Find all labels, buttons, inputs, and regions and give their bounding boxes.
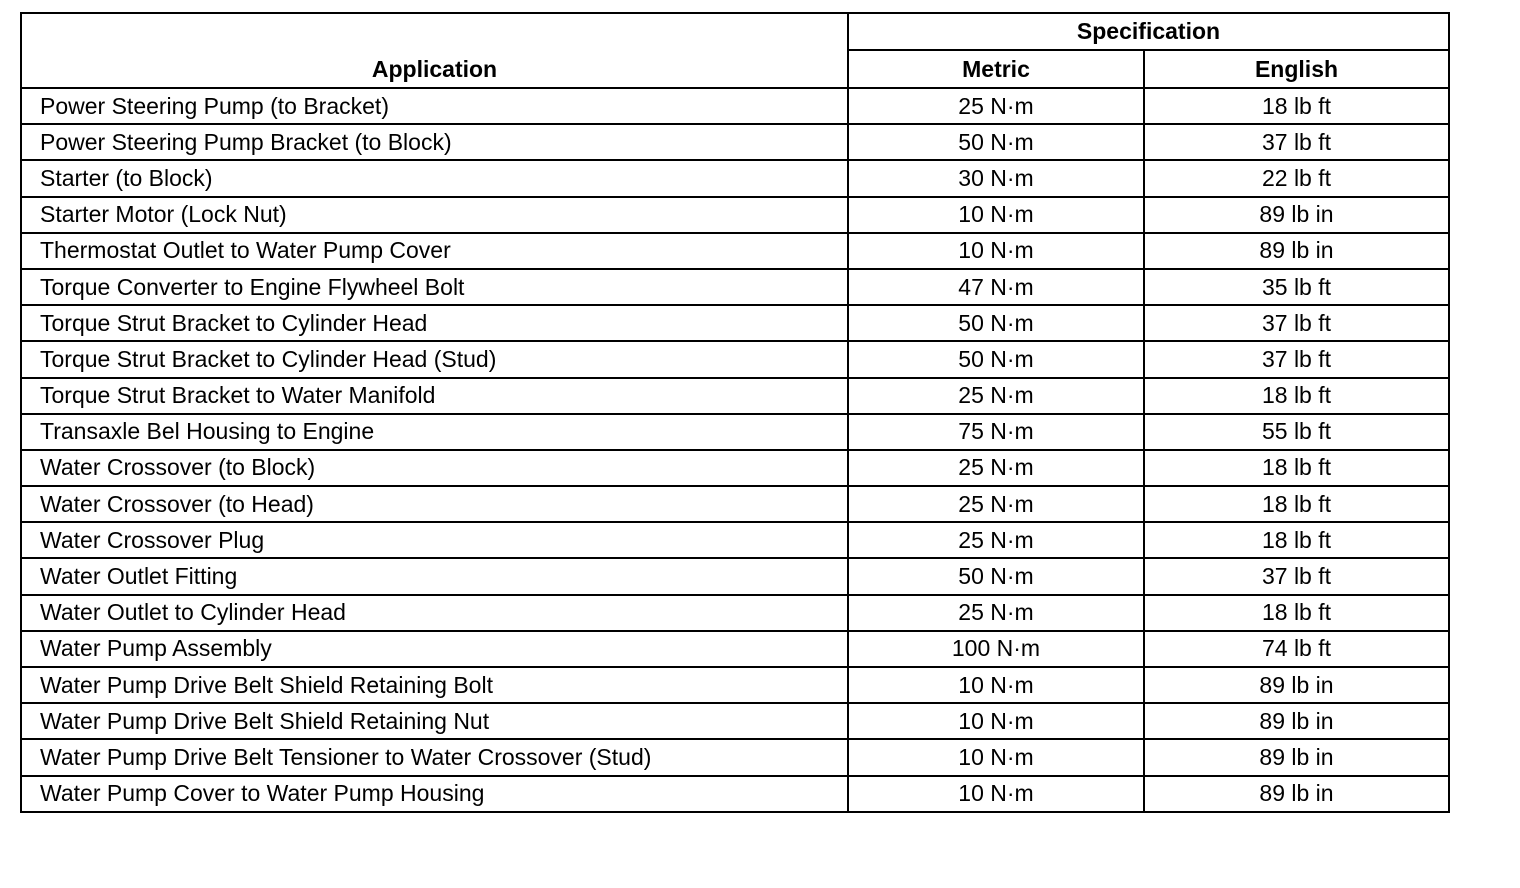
application-cell: Water Crossover (to Head) (21, 486, 848, 522)
english-cell: 37 lb ft (1144, 341, 1449, 377)
metric-cell: 10 N·m (848, 776, 1144, 812)
application-column-header: Application (21, 13, 848, 88)
metric-cell: 25 N·m (848, 522, 1144, 558)
table-row (21, 197, 1449, 233)
metric-cell: 10 N·m (848, 197, 1144, 233)
metric-cell: 25 N·m (848, 88, 1144, 124)
table-row (21, 269, 1449, 305)
english-cell: 18 lb ft (1144, 378, 1449, 414)
english-cell: 18 lb ft (1144, 88, 1449, 124)
metric-cell: 25 N·m (848, 450, 1144, 486)
english-cell: 18 lb ft (1144, 522, 1449, 558)
english-cell: 18 lb ft (1144, 450, 1449, 486)
english-cell: 37 lb ft (1144, 305, 1449, 341)
english-cell: 35 lb ft (1144, 269, 1449, 305)
header-row-top (21, 13, 1449, 50)
english-cell: 89 lb in (1144, 197, 1449, 233)
table-row (21, 558, 1449, 594)
metric-cell: 10 N·m (848, 233, 1144, 269)
application-cell: Power Steering Pump Bracket (to Block) (21, 124, 848, 160)
application-cell: Starter Motor (Lock Nut) (21, 197, 848, 233)
metric-cell: 25 N·m (848, 595, 1144, 631)
fastener-specification-table (20, 12, 1450, 813)
table-row (21, 124, 1449, 160)
english-cell: 55 lb ft (1144, 414, 1449, 450)
table-row (21, 88, 1449, 124)
table-row (21, 703, 1449, 739)
english-cell: 89 lb in (1144, 667, 1449, 703)
metric-cell: 10 N·m (848, 739, 1144, 775)
english-cell: 89 lb in (1144, 739, 1449, 775)
application-cell: Thermostat Outlet to Water Pump Cover (21, 233, 848, 269)
english-cell: 89 lb in (1144, 776, 1449, 812)
table-row (21, 450, 1449, 486)
english-cell: 37 lb ft (1144, 558, 1449, 594)
application-cell: Water Pump Assembly (21, 631, 848, 667)
table-row (21, 305, 1449, 341)
application-cell: Torque Strut Bracket to Cylinder Head (21, 305, 848, 341)
english-cell: 18 lb ft (1144, 595, 1449, 631)
metric-cell: 50 N·m (848, 124, 1144, 160)
english-cell: 22 lb ft (1144, 160, 1449, 196)
metric-cell: 47 N·m (848, 269, 1144, 305)
table-row (21, 631, 1449, 667)
table-row (21, 160, 1449, 196)
application-cell: Water Pump Drive Belt Tensioner to Water Crossover (Stud) (21, 739, 848, 775)
application-cell: Torque Strut Bracket to Water Manifold (21, 378, 848, 414)
application-cell: Water Pump Drive Belt Shield Retaining Nut (21, 703, 848, 739)
application-cell: Transaxle Bel Housing to Engine (21, 414, 848, 450)
application-cell: Water Pump Drive Belt Shield Retaining Bolt (21, 667, 848, 703)
application-cell: Water Outlet to Cylinder Head (21, 595, 848, 631)
metric-column-header: Metric (848, 50, 1144, 88)
table-row (21, 595, 1449, 631)
metric-cell: 25 N·m (848, 378, 1144, 414)
application-cell: Power Steering Pump (to Bracket) (21, 88, 848, 124)
table-row (21, 739, 1449, 775)
metric-cell: 50 N·m (848, 305, 1144, 341)
application-cell: Water Crossover (to Block) (21, 450, 848, 486)
table-row (21, 378, 1449, 414)
metric-cell: 100 N·m (848, 631, 1144, 667)
metric-cell: 50 N·m (848, 558, 1144, 594)
metric-cell: 50 N·m (848, 341, 1144, 377)
application-cell: Water Outlet Fitting (21, 558, 848, 594)
application-cell: Torque Converter to Engine Flywheel Bolt (21, 269, 848, 305)
metric-cell: 30 N·m (848, 160, 1144, 196)
table-row (21, 341, 1449, 377)
metric-cell: 75 N·m (848, 414, 1144, 450)
metric-cell: 25 N·m (848, 486, 1144, 522)
english-cell: 74 lb ft (1144, 631, 1449, 667)
application-cell: Water Pump Cover to Water Pump Housing (21, 776, 848, 812)
english-cell: 37 lb ft (1144, 124, 1449, 160)
english-cell: 89 lb in (1144, 703, 1449, 739)
table-row (21, 486, 1449, 522)
english-column-header: English (1144, 50, 1449, 88)
english-cell: 18 lb ft (1144, 486, 1449, 522)
application-cell: Water Crossover Plug (21, 522, 848, 558)
table-row (21, 667, 1449, 703)
metric-cell: 10 N·m (848, 667, 1144, 703)
application-cell: Torque Strut Bracket to Cylinder Head (Stud) (21, 341, 848, 377)
table-row (21, 776, 1449, 812)
application-cell: Starter (to Block) (21, 160, 848, 196)
metric-cell: 10 N·m (848, 703, 1144, 739)
table-row (21, 414, 1449, 450)
specification-column-header: Specification (848, 13, 1449, 50)
table-row (21, 233, 1449, 269)
english-cell: 89 lb in (1144, 233, 1449, 269)
table-row (21, 522, 1449, 558)
